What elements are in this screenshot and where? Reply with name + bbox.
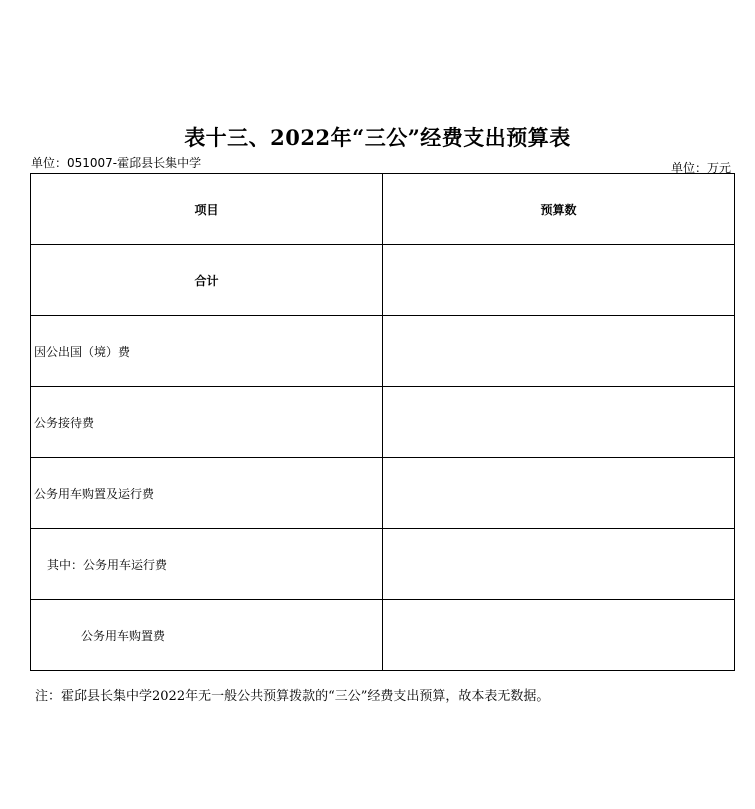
row-value-total — [383, 245, 735, 316]
row-item-vehicle-operation: 其中：公务用车运行费 — [31, 529, 383, 600]
row-value-vehicle — [383, 458, 735, 529]
row-item-vehicle: 公务用车购置及运行费 — [31, 458, 383, 529]
table-row — [31, 529, 735, 600]
table-row — [31, 316, 735, 387]
table-header-row — [31, 174, 735, 245]
table-row — [31, 600, 735, 671]
row-item-total: 合计 — [31, 245, 383, 316]
row-value-vehicle-operation — [383, 529, 735, 600]
table-row — [31, 387, 735, 458]
page-title: 表十三、2022年“三公”经费支出预算表 — [184, 125, 571, 150]
row-item-overseas: 因公出国（境）费 — [31, 316, 383, 387]
unit-label-right: 单位：万元 — [670, 161, 731, 175]
table-row — [31, 245, 735, 316]
row-value-vehicle-purchase — [383, 600, 735, 671]
row-item-vehicle-purchase: 公务用车购置费 — [31, 600, 383, 671]
header-budget: 预算数 — [383, 174, 735, 245]
table-row — [31, 458, 735, 529]
row-item-reception: 公务接待费 — [31, 387, 383, 458]
budget-table — [30, 173, 735, 671]
footnote: 注：霍邱县长集中学2022年无一般公共预算拨款的“三公”经费支出预算，故本表无数据。 — [35, 689, 550, 704]
row-value-reception — [383, 387, 735, 458]
row-value-overseas — [383, 316, 735, 387]
unit-label-left: 单位：051007-霍邱县长集中学 — [31, 156, 202, 170]
header-item: 项目 — [31, 174, 383, 245]
